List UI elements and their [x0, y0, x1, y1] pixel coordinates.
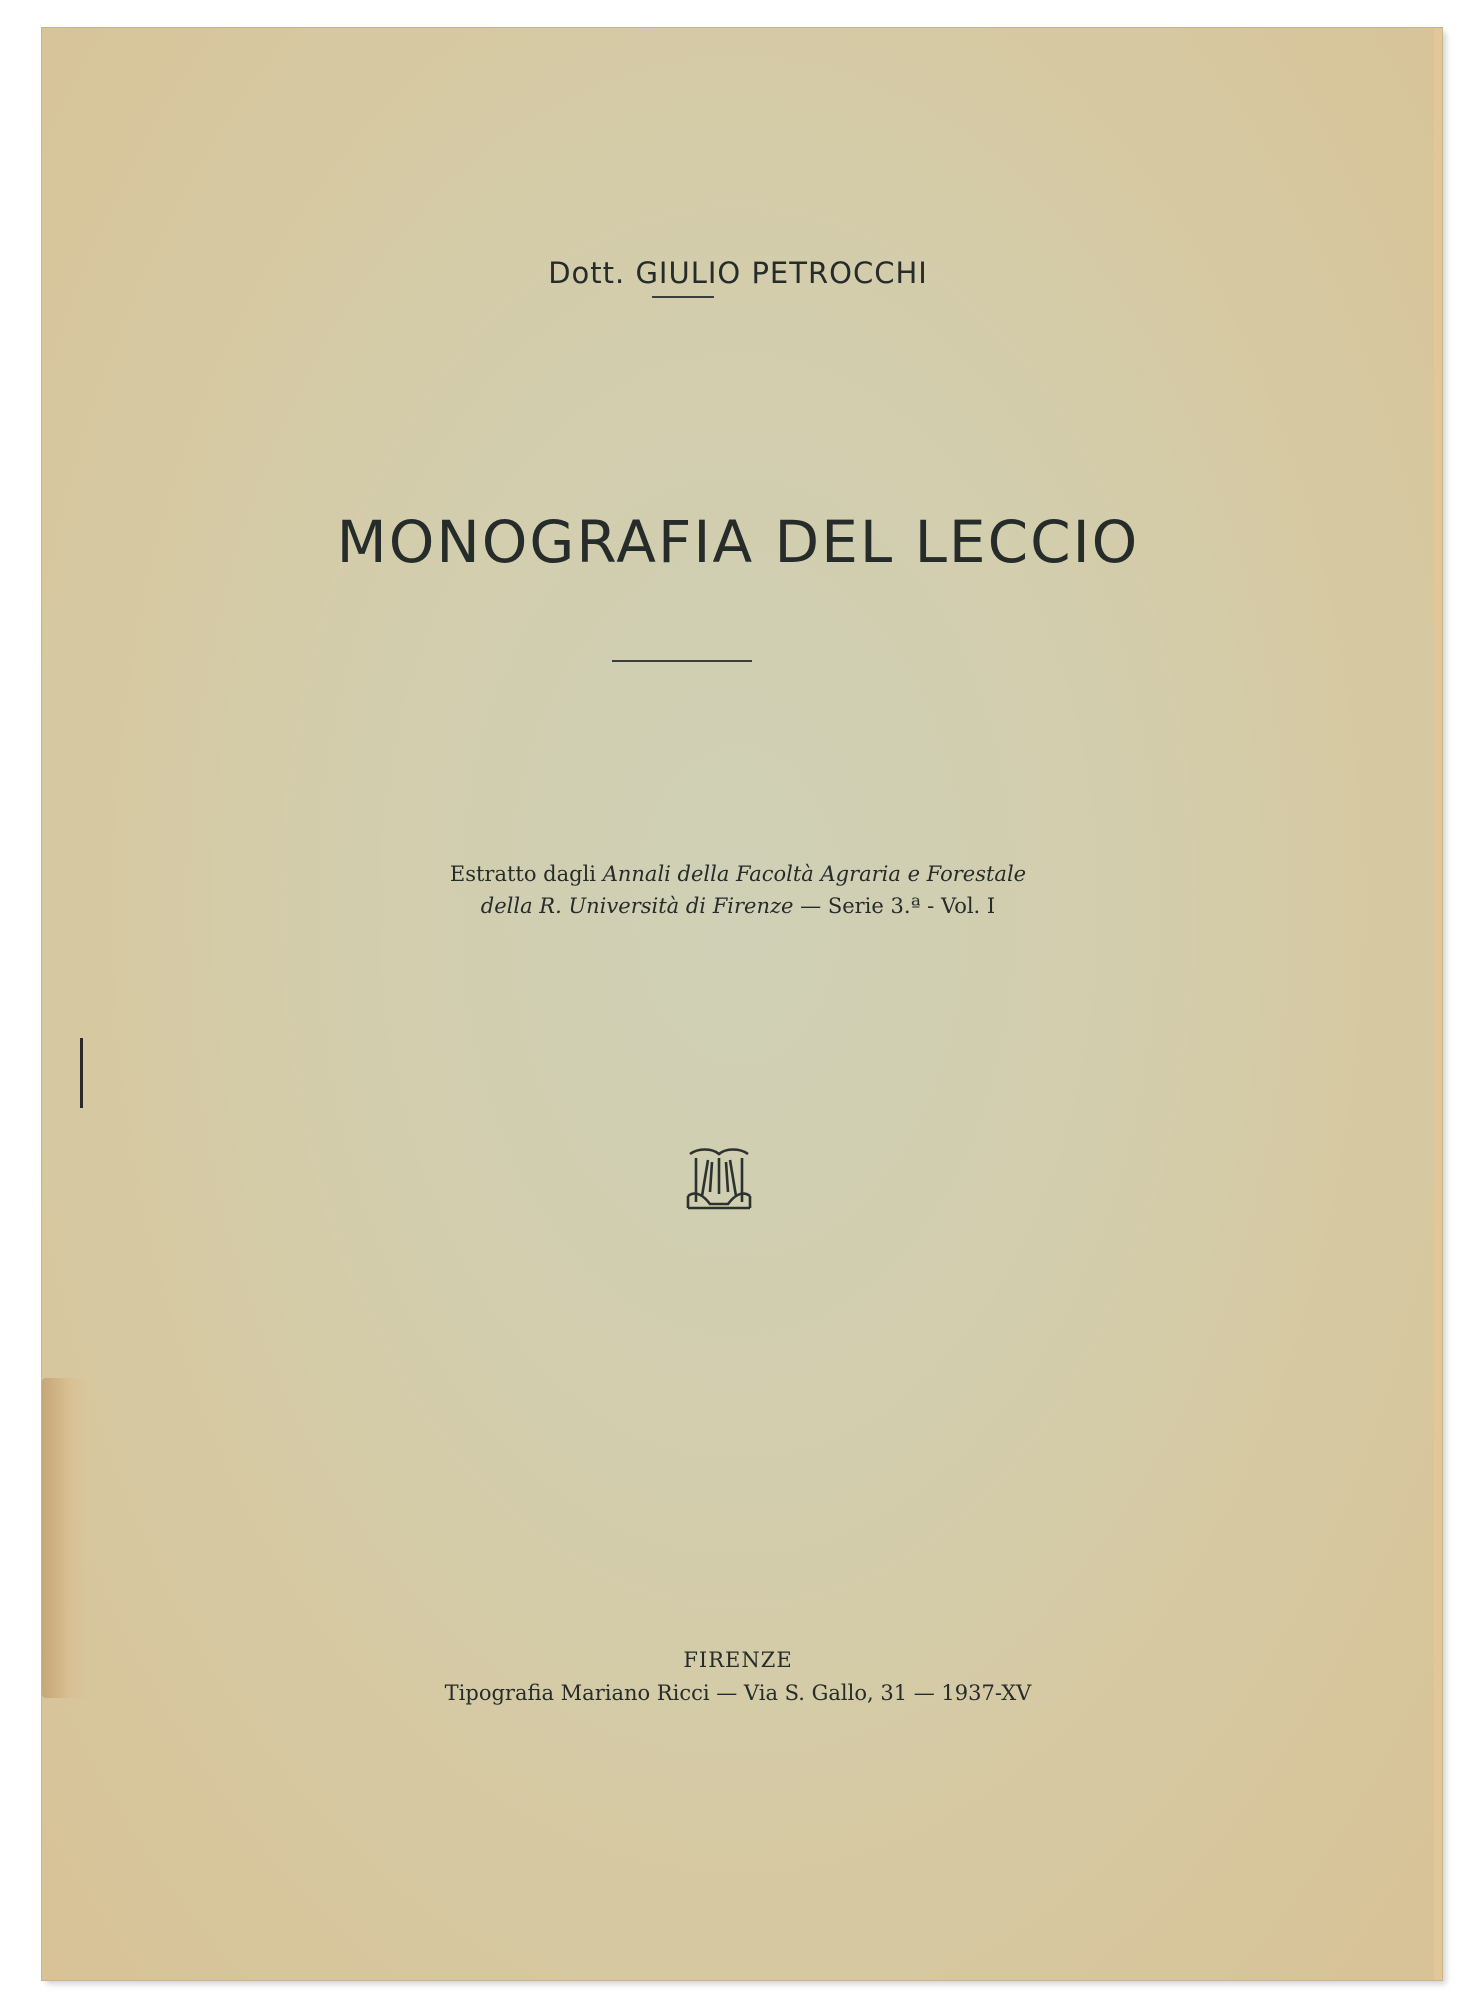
author-name: Dott. GIULIO PETROCCHI	[548, 256, 928, 290]
printer-monogram-icon	[682, 1146, 756, 1214]
series-volume: — Serie 3.ª - Vol. I	[793, 894, 996, 918]
imprint-city: FIRENZE	[683, 1648, 793, 1672]
title-divider	[612, 660, 752, 662]
excerpt-prefix: Estratto dagli	[449, 862, 603, 886]
booklet-cover	[42, 28, 1442, 1980]
page-title: MONOGRAFIA DEL LECCIO	[336, 508, 1140, 576]
excerpt-line-1	[42, 858, 1434, 890]
journal-name: Annali della Facoltà Agraria e Forestale	[602, 862, 1027, 886]
excerpt-note	[42, 858, 1434, 922]
binding-mark	[80, 1038, 83, 1108]
author-divider	[652, 296, 714, 298]
excerpt-line-2	[42, 890, 1434, 922]
imprint-details: Tipografia Mariano Ricci — Via S. Gallo, 31 — 1937-XV	[444, 1681, 1032, 1705]
university-name: della R. Università di Firenze	[480, 894, 794, 918]
